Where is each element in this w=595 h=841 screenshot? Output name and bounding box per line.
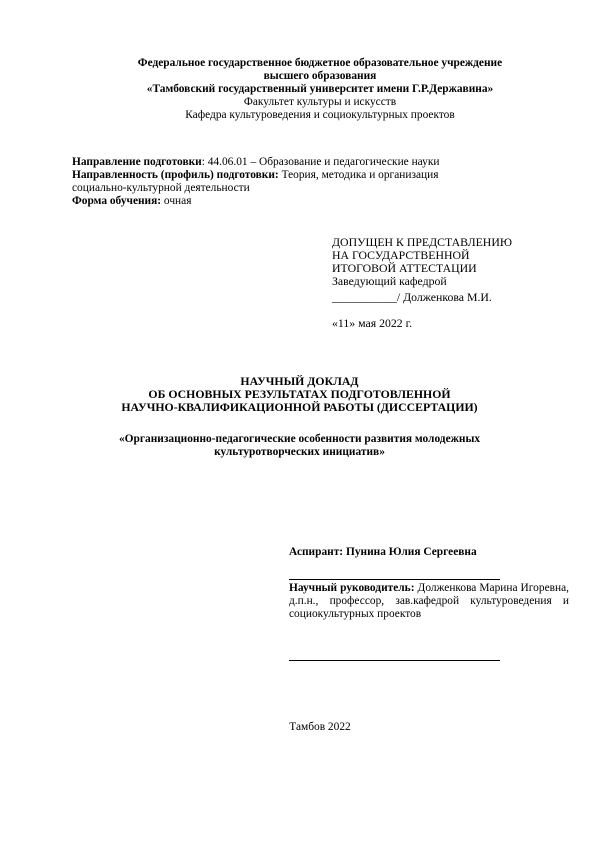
head-signature: ___________/ Долженкова М.И. xyxy=(332,290,492,304)
title-line-3: НАУЧНО-КВАЛИФИКАЦИОННОЙ РАБОТЫ (ДИССЕРТАЦИИ) xyxy=(121,400,478,414)
profile-value-cont: социально-культурной деятельности xyxy=(72,182,250,194)
study-form-value: очная xyxy=(161,195,192,207)
study-form-label: Форма обучения: xyxy=(72,195,162,207)
report-title xyxy=(72,375,527,414)
supervisor-label: Научный руководитель: xyxy=(289,582,415,594)
aspirant-name: Аспирант: Пунина Юлия Сергеевна xyxy=(289,546,477,558)
study-direction-block xyxy=(72,156,512,208)
title-line-2: ОБ ОСНОВНЫХ РЕЗУЛЬТАТАХ ПОДГОТОВЛЕННОЙ xyxy=(148,387,451,401)
university-name: «Тамбовский государственный университет имени Г.Р.Державина» xyxy=(146,83,494,95)
city-year: Тамбов 2022 xyxy=(289,721,351,733)
profile-value: Теория, методика и организация xyxy=(278,169,439,181)
profile-label: Направленность (профиль) подготовки: xyxy=(72,169,279,181)
supervisor-block xyxy=(289,582,569,621)
approval-date: «11» мая 2022 г. xyxy=(332,316,413,330)
institution-type: Федеральное государственное бюджетное образовательное учреждение xyxy=(137,57,503,69)
head-of-department: Заведующий кафедрой xyxy=(332,274,447,288)
aspirant-signature-line xyxy=(289,579,500,580)
institution-header xyxy=(60,57,580,122)
supervisor-details: Долженкова Марина Игоревна, д.п.н., профессор, зав.кафедрой культуроведения и социокультурных проектов xyxy=(289,582,569,620)
dissertation-topic xyxy=(72,433,527,459)
direction-value: : 44.06.01 – Образование и педагогические науки xyxy=(201,156,440,168)
approval-line-1: ДОПУЩЕН К ПРЕДСТАВЛЕНИЮ xyxy=(332,235,512,249)
study-form-line xyxy=(72,195,512,208)
direction-line xyxy=(72,156,512,169)
supervisor-signature-line xyxy=(289,660,500,661)
institution-type-cont: высшего образования xyxy=(263,70,377,82)
title-line-1: НАУЧНЫЙ ДОКЛАД xyxy=(240,374,359,388)
approval-stamp xyxy=(332,236,542,330)
faculty-name: Факультет культуры и искусств xyxy=(243,96,397,108)
topic-line-1: «Организационно-педагогические особенности развития молодежных xyxy=(118,433,481,445)
topic-line-2: культуротворческих инициатив» xyxy=(214,446,385,458)
approval-line-3: ИТОГОВОЙ АТТЕСТАЦИИ xyxy=(332,261,477,275)
profile-line xyxy=(72,169,512,182)
direction-label: Направление подготовки xyxy=(72,156,202,168)
department-name: Кафедра культуроведения и социокультурных проектов xyxy=(185,109,455,121)
approval-line-2: НА ГОСУДАРСТВЕННОЙ xyxy=(332,248,470,262)
